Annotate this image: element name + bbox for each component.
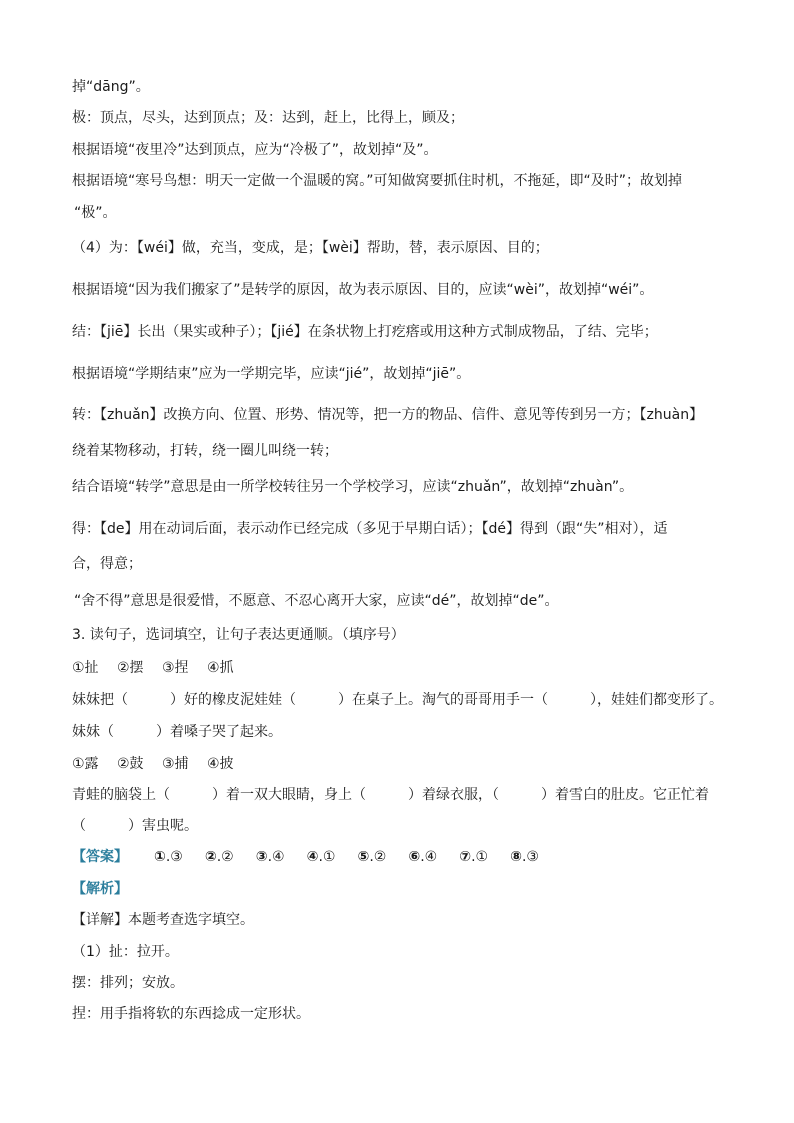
answer-item: ⑧.③ — [510, 849, 539, 865]
text-line: 捏：用手指将软的东西捻成一定形状。 — [72, 1006, 310, 1022]
text-line: 根据语境“因为我们搬家了”是转学的原因，故为表示原因、目的，应读“wèi”，故划掉“wéi”。 — [72, 282, 654, 298]
text-line: 结：【jiē】长出（果实或种子）；【jié】在条状物上打疙瘩或用这种方式制成物品，了结、完毕； — [72, 324, 658, 340]
question-sentence: 妹妹把（ ）好的橡皮泥娃娃（ ）在桌子上。淘气的哥哥用手一（ ），娃娃们都变形了。 — [72, 692, 723, 708]
answer-item: ⑤.② — [357, 849, 387, 865]
answer-item: ①.③ — [154, 849, 183, 865]
text-line: 根据语境“夜里冷”达到顶点，应为“冷极了”，故划掉“及”。 — [72, 142, 438, 158]
detail-line — [72, 910, 742, 930]
text-line: 极：顶点，尽头，达到顶点；及：达到，赶上，比得上，顾及； — [72, 110, 464, 126]
text-line: 根据语境“寒号鸟想：明天一定做一个温暖的窝。”可知做窝要抓住时机，不拖延，即“及时”；故划掉 — [72, 173, 683, 189]
answer-line — [72, 847, 742, 867]
text-line: 转：【zhuǎn】改换方向、位置、形势、情况等，把一方的物品、信件、意见等传到另一方；【zhuàn】 — [72, 407, 704, 423]
question-sentence: 妹妹（ ）着嗓子哭了起来。 — [72, 724, 282, 740]
question-sentence: 青蛙的脑袋上（ ）着一双大眼睛，身上（ ）着绿衣服，（ ）着雪白的肚皮。它正忙着 — [72, 787, 709, 803]
text-line: 摆：排列；安放。 — [72, 975, 184, 991]
text-line: （1）扯：拉开。 — [72, 944, 179, 960]
text-line: 结合语境“转学”意思是由一所学校转往另一个学校学习，应读“zhuǎn”，故划掉“zhuàn”。 — [72, 479, 634, 495]
analysis-label: 【解析】 — [72, 881, 128, 897]
answer-label: 【答案】 — [72, 849, 128, 865]
detail-text: 本题考查选字填空。 — [128, 912, 254, 928]
text-line: 合，得意； — [72, 556, 142, 572]
detail-label: 【详解】 — [72, 912, 128, 928]
answer-item: ⑥.④ — [408, 849, 438, 865]
text-line: “舍不得”意思是很爱惜，不愿意、不忍心离开大家，应读“dé”，故划掉“de”。 — [74, 593, 559, 609]
text-line: （4）为：【wéi】做，充当，变成，是；【wèi】帮助，替，表示原因、目的； — [72, 240, 549, 256]
answer-item: ③.④ — [255, 849, 285, 865]
word-options: ①露 ②鼓 ③捕 ④披 — [72, 756, 234, 772]
text-line: “极”。 — [74, 205, 117, 221]
question-title: 3. 读句子，选词填空，让句子表达更通顺。（填序号） — [72, 627, 405, 643]
word-options: ①扯 ②摆 ③捏 ④抓 — [72, 660, 234, 676]
text-line: 掉“dāng”。 — [72, 79, 150, 95]
answer-item: ④.① — [306, 849, 336, 865]
answer-item: ②.② — [204, 849, 234, 865]
question-sentence: （ ）害虫呢。 — [72, 818, 198, 834]
text-line: 绕着某物移动，打转，绕一圈儿叫绕一转； — [72, 443, 338, 459]
text-line: 根据语境“学期结束”应为一学期完毕，应读“jié”，故划掉“jiē”。 — [72, 366, 471, 382]
text-line: 得：【de】用在动词后面，表示动作已经完成（多见于早期白话）；【dé】得到（跟“失”相对），适 — [72, 521, 668, 537]
analysis-line — [72, 879, 742, 899]
answer-item: ⑦.① — [459, 849, 489, 865]
